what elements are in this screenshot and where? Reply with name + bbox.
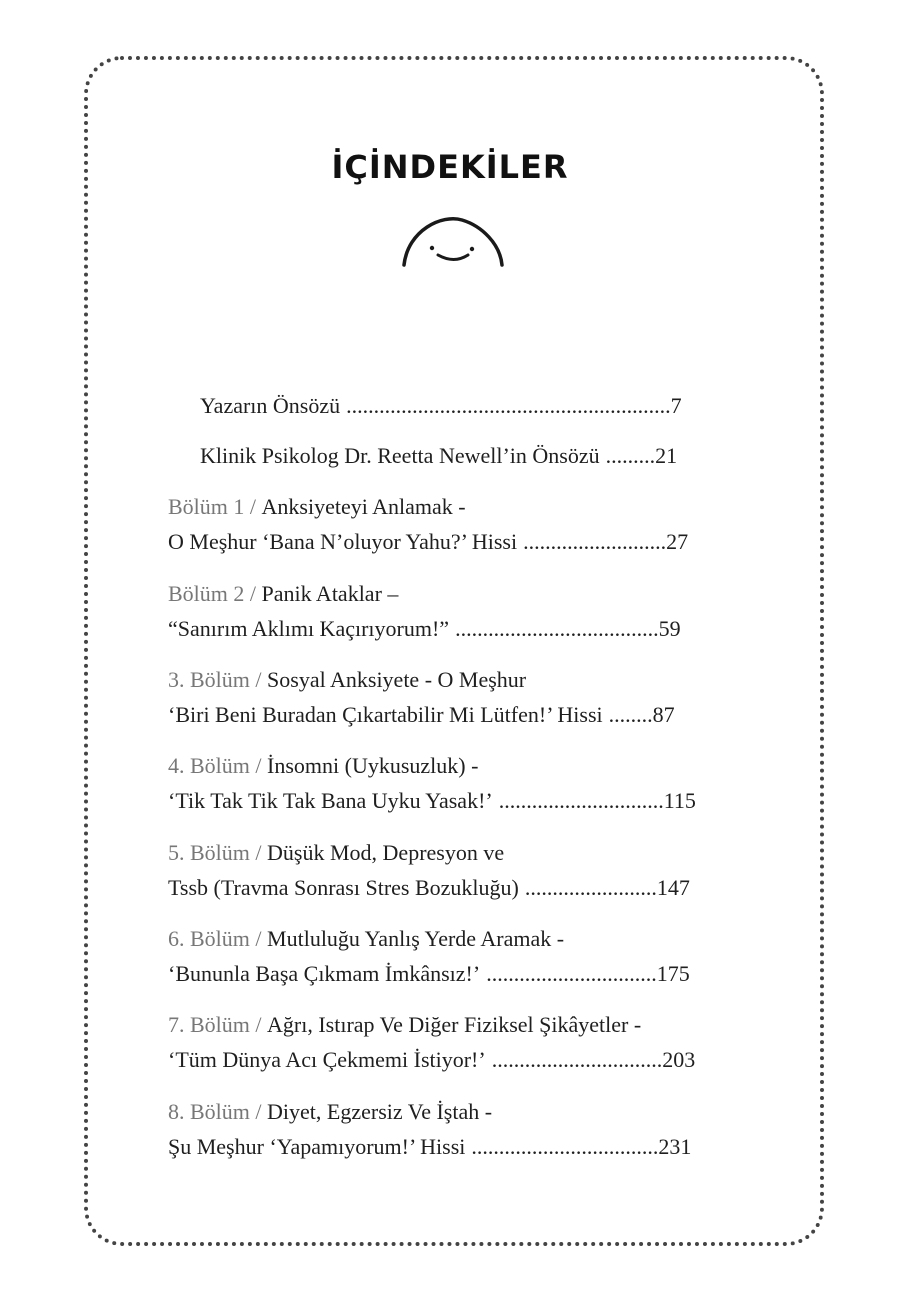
page-number: 147 bbox=[656, 875, 690, 900]
chapter-separator: / bbox=[249, 840, 268, 865]
entry-title: Klinik Psikolog Dr. Reetta Newell’in Önsözü bbox=[200, 443, 600, 468]
dot-leader: ........ bbox=[608, 702, 653, 727]
chapter-subtitle: ‘Biri Beni Buradan Çıkartabilir Mi Lütfen!’ Hissi bbox=[168, 702, 603, 727]
toc-entry-chapter-6-line2[interactable] bbox=[168, 960, 690, 988]
chapter-separator: / bbox=[249, 1099, 268, 1124]
toc-entry-chapter-4-line2[interactable] bbox=[168, 787, 696, 815]
toc-entry-author-preface[interactable] bbox=[200, 392, 682, 420]
chapter-title: Sosyal Anksiyete - O Meşhur bbox=[267, 667, 527, 692]
page-number: 231 bbox=[658, 1134, 692, 1159]
page-number: 203 bbox=[662, 1047, 696, 1072]
dot-leader: ........................ bbox=[524, 875, 657, 900]
page-number: 7 bbox=[670, 393, 682, 418]
chapter-subtitle: Tssb (Travma Sonrası Stres Bozukluğu) bbox=[168, 875, 519, 900]
toc-entry-chapter-6-line1[interactable] bbox=[168, 925, 564, 953]
page-number: 21 bbox=[655, 443, 678, 468]
toc-entry-chapter-8-line2[interactable] bbox=[168, 1133, 691, 1161]
page-number: 59 bbox=[658, 616, 681, 641]
chapter-title: İnsomni (Uykusuzluk) - bbox=[267, 753, 479, 778]
chapter-subtitle: “Sanırım Aklımı Kaçırıyorum!” bbox=[168, 616, 450, 641]
entry-title: Yazarın Önsözü bbox=[200, 393, 341, 418]
dot-leader: .......................... bbox=[523, 529, 667, 554]
chapter-title: Ağrı, Istırap Ve Diğer Fiziksel Şikâyetler - bbox=[267, 1012, 642, 1037]
toc-entry-psychologist-preface[interactable] bbox=[200, 442, 677, 470]
chapter-label: Bölüm 1 bbox=[168, 494, 245, 519]
toc-entry-chapter-5-line2[interactable] bbox=[168, 874, 690, 902]
dot-leader: ............................... bbox=[491, 1047, 663, 1072]
dot-leader: .................................. bbox=[471, 1134, 659, 1159]
toc-entry-chapter-2-line2[interactable] bbox=[168, 615, 681, 643]
page-number: 87 bbox=[652, 702, 675, 727]
chapter-title: Diyet, Egzersiz Ve İştah - bbox=[267, 1099, 493, 1124]
chapter-subtitle: ‘Tüm Dünya Acı Çekmemi İstiyor!’ bbox=[168, 1047, 486, 1072]
chapter-label: 4. Bölüm bbox=[168, 753, 250, 778]
dot-leader: ............................... bbox=[486, 961, 657, 986]
chapter-title: Panik Ataklar – bbox=[261, 581, 399, 606]
chapter-title: Anksiyeteyi Anlamak - bbox=[261, 494, 466, 519]
toc-entry-chapter-3-line2[interactable] bbox=[168, 701, 675, 729]
chapter-title: Düşük Mod, Depresyon ve bbox=[267, 840, 505, 865]
chapter-label: 3. Bölüm bbox=[168, 667, 250, 692]
chapter-label: Bölüm 2 bbox=[168, 581, 245, 606]
chapter-subtitle: ‘Tik Tak Tik Tak Bana Uyku Yasak!’ bbox=[168, 788, 493, 813]
chapter-subtitle: ‘Bununla Başa Çıkmam İmkânsız!’ bbox=[168, 961, 481, 986]
toc-entry-chapter-7-line2[interactable] bbox=[168, 1046, 695, 1074]
page-number: 27 bbox=[666, 529, 689, 554]
chapter-separator: / bbox=[249, 753, 268, 778]
toc-entry-chapter-4-line1[interactable] bbox=[168, 752, 478, 780]
page-number: 175 bbox=[656, 961, 690, 986]
chapter-label: 8. Bölüm bbox=[168, 1099, 250, 1124]
toc-entry-chapter-1-line2[interactable] bbox=[168, 528, 688, 556]
chapter-separator: / bbox=[244, 581, 262, 606]
toc-entry-chapter-8-line1[interactable] bbox=[168, 1098, 492, 1126]
page-number: 115 bbox=[663, 788, 696, 813]
chapter-label: 6. Bölüm bbox=[168, 926, 250, 951]
page-title: İÇİNDEKİLER bbox=[331, 148, 569, 186]
chapter-subtitle: Şu Meşhur ‘Yapamıyorum!’ Hissi bbox=[168, 1134, 466, 1159]
chapter-separator: / bbox=[249, 1012, 268, 1037]
toc-entry-chapter-5-line1[interactable] bbox=[168, 839, 504, 867]
dot-leader: ........................................................... bbox=[346, 393, 671, 418]
chapter-separator: / bbox=[249, 926, 268, 951]
chapter-subtitle: O Meşhur ‘Bana N’oluyor Yahu?’ Hissi bbox=[168, 529, 518, 554]
chapter-separator: / bbox=[249, 667, 268, 692]
dot-leader: ..................................... bbox=[455, 616, 659, 641]
dot-leader: ......... bbox=[605, 443, 656, 468]
toc-entry-chapter-2-line1[interactable] bbox=[168, 580, 398, 608]
chapter-title: Mutluluğu Yanlış Yerde Aramak - bbox=[267, 926, 565, 951]
toc-entry-chapter-3-line1[interactable] bbox=[168, 666, 526, 694]
toc-entry-chapter-7-line1[interactable] bbox=[168, 1011, 641, 1039]
chapter-label: 7. Bölüm bbox=[168, 1012, 250, 1037]
toc-entry-chapter-1-line1[interactable] bbox=[168, 493, 466, 521]
dot-leader: .............................. bbox=[498, 788, 664, 813]
chapter-separator: / bbox=[244, 494, 262, 519]
chapter-label: 5. Bölüm bbox=[168, 840, 250, 865]
